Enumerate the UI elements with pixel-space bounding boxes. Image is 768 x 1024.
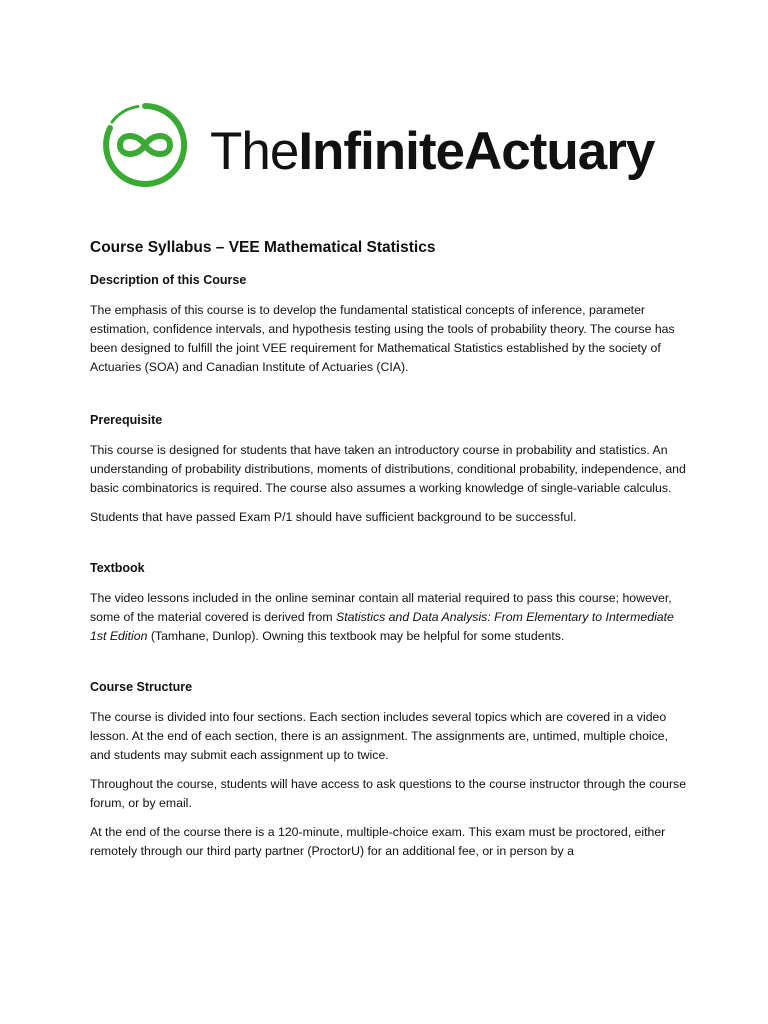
course-structure-heading: Course Structure <box>90 680 193 694</box>
textbook-heading: Textbook <box>90 561 145 575</box>
logo-word-actuary: Actuary <box>464 122 655 181</box>
logo-wordmark <box>210 122 654 182</box>
logo-word-infinite: Infinite <box>298 122 465 181</box>
textbook-book-title: Statistics and Data Analysis: From Elementary to Intermediate 1st Edition <box>90 610 674 643</box>
company-logo <box>100 100 680 192</box>
prerequisite-heading: Prerequisite <box>90 413 163 427</box>
description-paragraph: The emphasis of this course is to develop the fundamental statistical concepts of inference, parameter estimation, confidence intervals, and hypothesis testing using the tools of probability theory. The course has been designed to fulfill the joint VEE requirement for Mathematical Statistics established by the society of Actuaries (SOA) and Canadian Institute of Actuaries (CIA). <box>90 303 675 374</box>
textbook-text-after: (Tamhane, Dunlop). Owning this textbook may be helpful for some students. <box>147 629 565 643</box>
structure-paragraph-3: At the end of the course there is a 120-minute, multiple-choice exam. This exam must be proctored, either remotely through our third party partner (ProctorU) for an additional fee, or in person by a <box>90 825 666 858</box>
structure-paragraph-2: Throughout the course, students will have access to ask questions to the course instructor through the course forum, or by email. <box>90 777 687 810</box>
prerequisite-paragraph-2: Students that have passed Exam P/1 should have sufficient background to be successful. <box>90 510 577 524</box>
prerequisite-paragraph-1: This course is designed for students that have taken an introductory course in probability and statistics. An understanding of probability distributions, moments of distributions, conditional probability, independence, and basic combinatorics is required. The course also assumes a working knowledge of single-variable calculus. <box>90 443 686 495</box>
description-heading: Description of this Course <box>90 273 247 287</box>
textbook-paragraph <box>90 589 690 646</box>
logo-word-the: The <box>210 122 299 181</box>
structure-paragraph-1: The course is divided into four sections. Each section includes several topics which are covered in a video lesson. At the end of each section, there is an assignment. The assignments are, untimed, multiple choice, and students may submit each assignment up to twice. <box>90 710 669 762</box>
document-title: Course Syllabus – VEE Mathematical Statistics <box>90 239 436 256</box>
infinity-circle-logo-icon <box>100 100 190 190</box>
textbook-text-before: The video lessons included in the online seminar contain all material required to pass this course; however, some of the material covered is derived from <box>90 591 672 624</box>
syllabus-content <box>90 238 690 871</box>
